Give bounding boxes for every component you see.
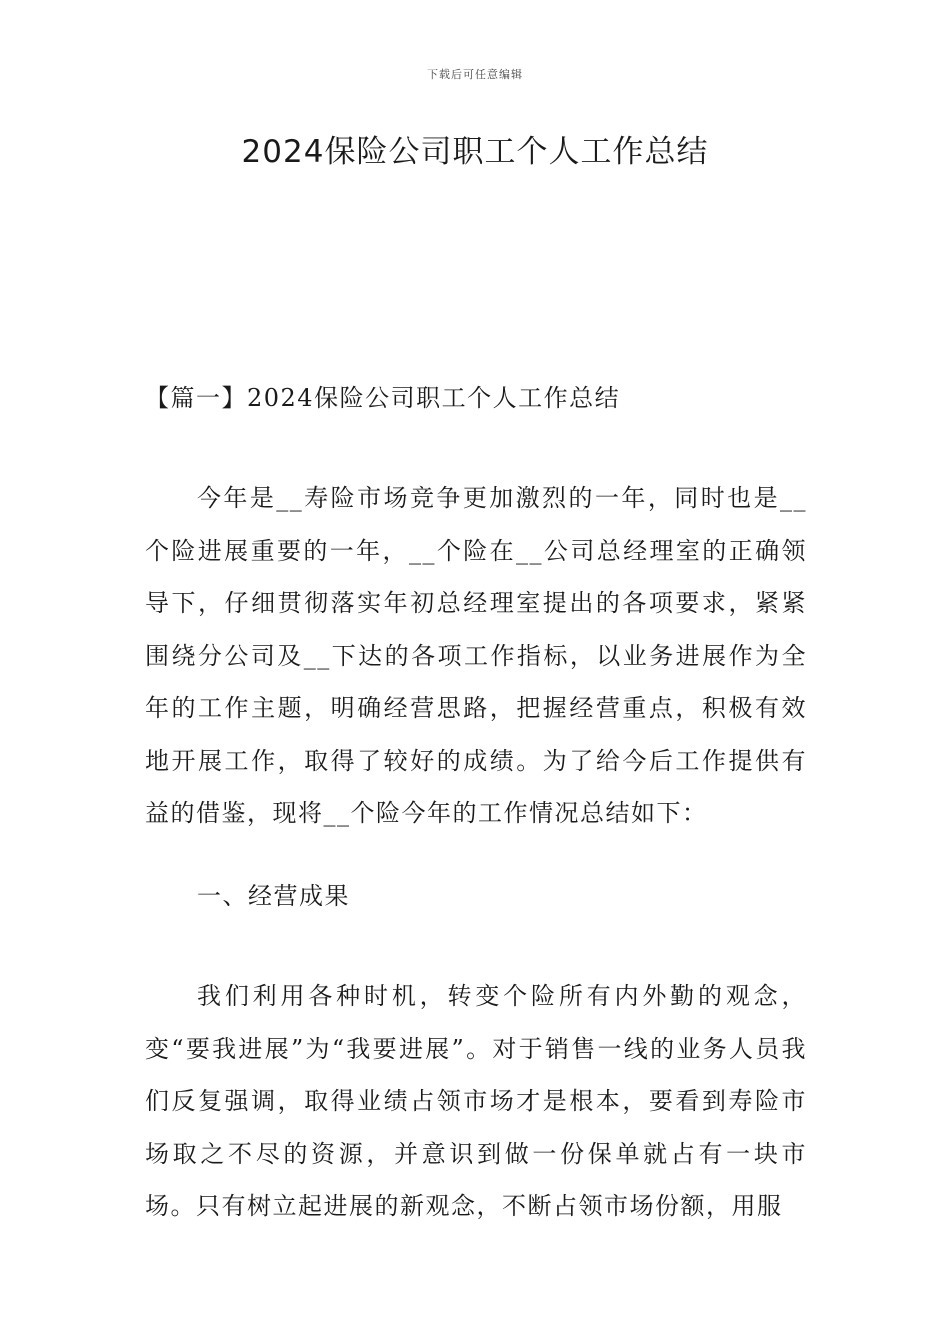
section-label: 【篇一】2024保险公司职工个人工作总结 <box>145 384 621 412</box>
paragraph-business-results: 我们利用各种时机，转变个险所有内外勤的观念，变“要我进展”为“我要进展”。对于销售一线的业务人员我们反复强调，取得业绩占领市场才是根本，要看到寿险市场取之不尽的资源，并意识到做一份保单就占有一块市场。只有树立起进展的新观念，不断占领市场份额，用服 <box>145 982 807 1220</box>
section-heading-business-results: 一、经营成果 <box>197 882 350 910</box>
document-title: 2024保险公司职工个人工作总结 <box>241 134 709 170</box>
page-header-note: 下载后可任意编辑 <box>427 68 523 81</box>
paragraph-intro: 今年是__寿险市场竞争更加激烈的一年，同时也是__个险进展重要的一年，__个险在__公司总经理室的正确领导下，仔细贯彻落实年初总经理室提出的各项要求，紧紧围绕分公司及__下达的各项工作指标，以业务进展作为全年的工作主题，明确经营思路，把握经营重点，积极有效地开展工作，取得了较好的成绩。为了给今后工作提供有益的借鉴，现将__个险今年的工作情况总结如下： <box>145 484 807 827</box>
